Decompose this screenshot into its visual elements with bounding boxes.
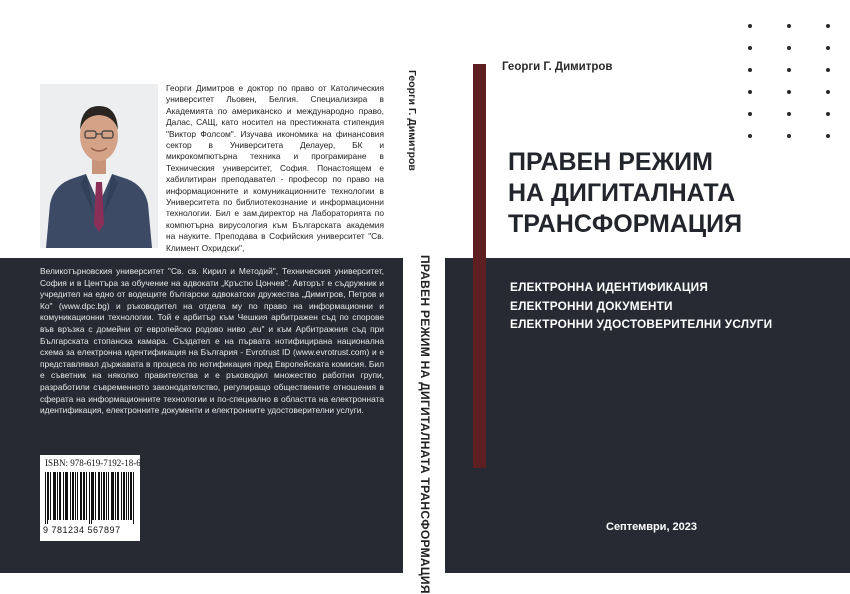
author-bio-top: Георги Димитров е доктор по право от Католическия университет Льовен, Белгия. Специализира в Академията по американско и международно право, Далас, САЩ, като носител на престижната стипендия "Виктор Фолсом". Изучава икономика на финансовия сектор в Университета Делауер, БК и микрокомпютърна техника и програмиране в Техническия университет, София. Понастоящем е хабилитиран преподавател - професор по право на информационните и комуникационните технологии в Университета по библиотекознание и информационни технологии. Бил е зам.директор на Лабораторията по компютърна вирусология към Българската академия на науките. Преподава в Софийския университет "Св. Климент Охридски", xyxy=(166,83,384,253)
author-bio-bottom: Великотърновския университет "Св. св. Кирил и Методий", Техническия университет, София и в Центъра за обучение на адвокати „Кръстю Цончев". Авторът е съдружник и учредител на едно от водещите български адвокатски дружества „Димитров, Петров и Ко" (www.dpc.bg) и ръководител на отдела му по право на информационни и комуникационни технологии. Той е арбитър към Чешкия арбитражен съд по спорове във връзка с домейни от европейско родово ниво „eu" и към Арбитражния съд при Българската стопанска камара. Създател е на първата нотифицирана национална схема за електронна идентификация на България - Evrotrust ID (www.evrotrust.com) и е представлявал държавата в процеса по нотификация пред Европейската комисия. Бил е съветник на няколко правителства и е ръководил множество работни групи, разработили съвременното законодателство, регулиращо обществените отношения в сферата на информационните технологии и по-специално в областта на електронната идентификация, електронните документи и електронните удостоверителни услуги. xyxy=(40,266,384,416)
spine-author: Георги Г. Димитров xyxy=(406,70,418,171)
spine-title: ПРАВЕН РЕЖИМ НА ДИГИТАЛНАТА ТРАНСФОРМАЦИЯ xyxy=(418,255,432,594)
isbn-barcode xyxy=(40,455,140,541)
barcode-icon xyxy=(45,472,135,524)
title-line: НА ДИГИТАЛНАТА xyxy=(508,179,736,207)
subtitle-line: ЕЛЕКТРОННА ИДЕНТИФИКАЦИЯ xyxy=(510,280,709,294)
author-photo xyxy=(40,84,158,248)
barcode-digits: 9 781234 567897 xyxy=(43,525,121,535)
dot-grid-decoration xyxy=(746,22,836,142)
book-subtitle xyxy=(510,278,772,334)
cover-author: Георги Г. Димитров xyxy=(502,61,613,73)
subtitle-line: ЕЛЕКТРОННИ ДОКУМЕНТИ xyxy=(510,298,673,313)
title-line: ТРАНСФОРМАЦИЯ xyxy=(508,210,743,238)
accent-bar xyxy=(473,64,486,468)
publication-date: Септември, 2023 xyxy=(606,521,698,533)
title-line: ПРАВЕН РЕЖИМ xyxy=(508,148,713,176)
isbn-number: ISBN: 978-619-7192-18-6 xyxy=(45,458,141,468)
book-title xyxy=(508,147,742,240)
subtitle-line: ЕЛЕКТРОННИ УДОСТОВЕРИТЕЛНИ УСЛУГИ xyxy=(510,317,773,331)
